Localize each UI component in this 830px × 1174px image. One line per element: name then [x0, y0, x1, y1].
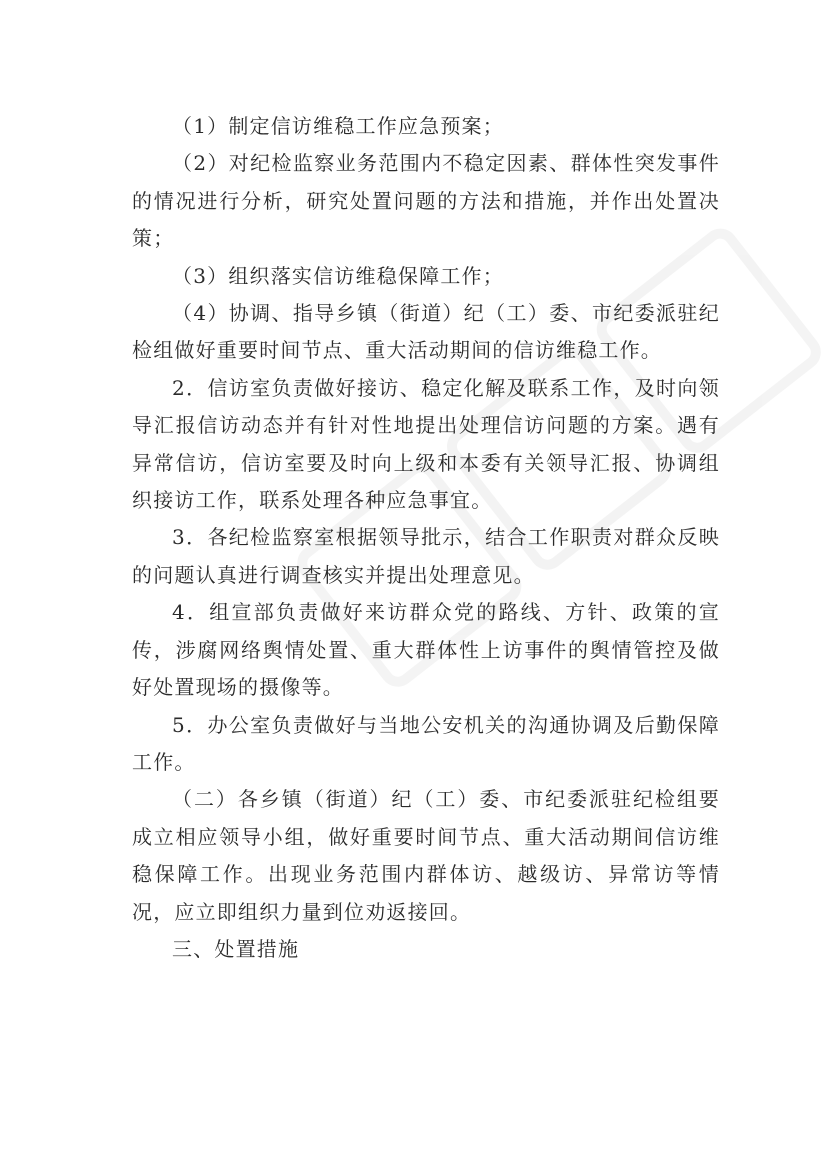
paragraph: （二）各乡镇（街道）纪（工）委、市纪委派驻纪检组要成立相应领导小组，做好重要时间节点、重大活动期间信访维稳保障工作。出现业务范围内群体访、越级访、异常访等情况，应立即组织力量到位劝返接回。 [132, 787, 720, 924]
paragraph: 4．组宣部负责做好来访群众党的路线、方针、政策的宣传，涉腐网络舆情处置、重大群体性上访事件的舆情管控及做好处置现场的摄像等。 [132, 600, 720, 700]
paragraph: （3）组织落实信访维稳保障工作； [172, 263, 504, 288]
paragraph: 2．信访室负责做好接访、稳定化解及联系工作，及时向领导汇报信访动态并有针对性地提出处理信访问题的方案。遇有异常信访，信访室要及时向上级和本委有关领导汇报、协调组织接访工作，联系处理各种应急事宜。 [132, 375, 720, 513]
paragraph: （1）制定信访维稳工作应急预案； [172, 114, 504, 138]
paragraph: 3．各纪检监察室根据领导批示，结合工作职责对群众反映的问题认真进行调查核实并提出处理意见。 [132, 525, 720, 587]
paragraph: （4）协调、指导乡镇（街道）纪（工）委、市纪委派驻纪检组做好重要时间节点、重大活动期间的信访维稳工作。 [132, 301, 720, 363]
paragraph: （2）对纪检监察业务范围内不稳定因素、群体性突发事件的情况进行分析，研究处置问题的方法和措施，并作出处置决策； [132, 151, 720, 251]
paragraph: 5．办公室负责做好与当地公安机关的沟通协调及后勤保障工作。 [132, 712, 720, 774]
section-heading: 三、处置措施 [172, 936, 300, 961]
document-body [132, 108, 720, 968]
